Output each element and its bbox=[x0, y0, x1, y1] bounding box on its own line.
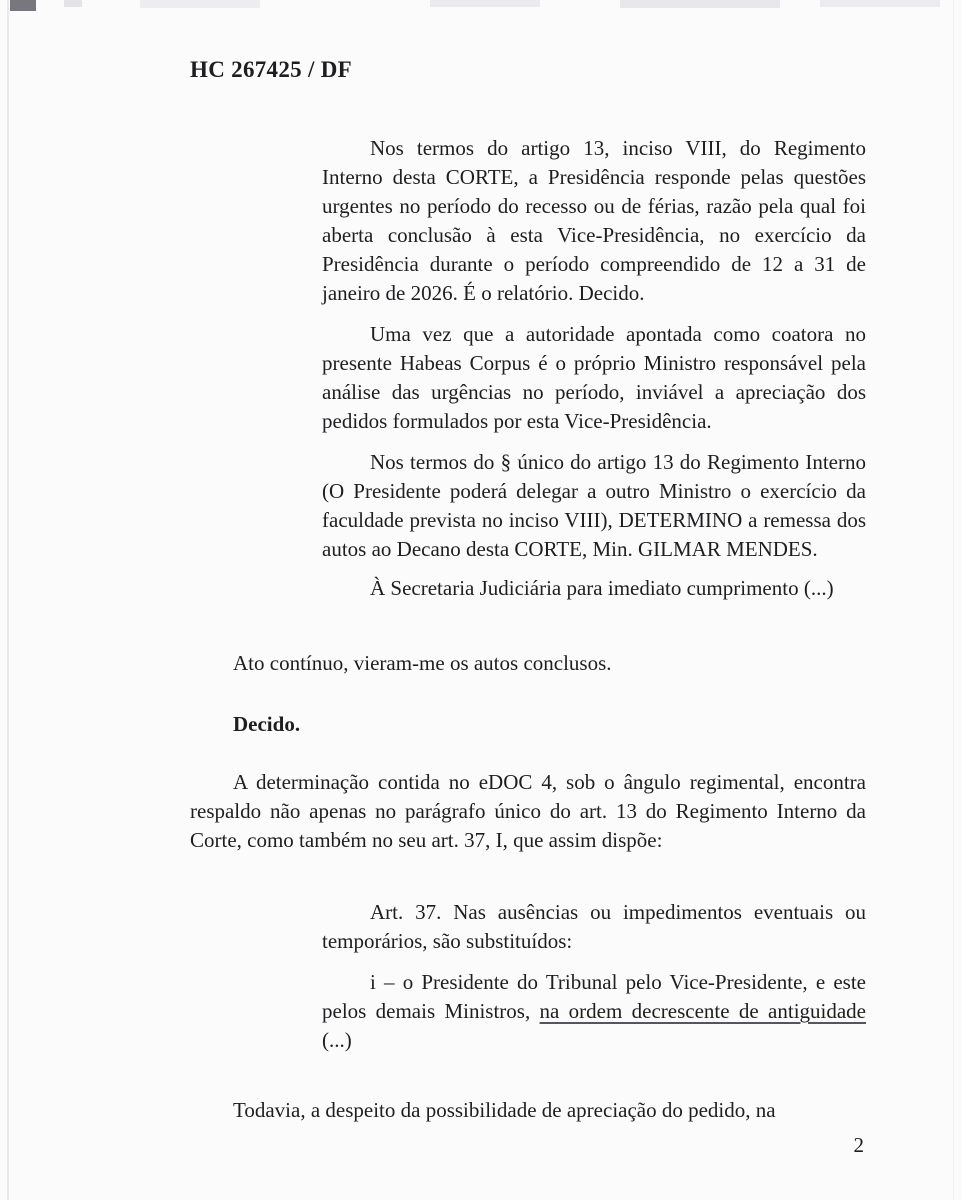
quote-inciso-i-text: i – o Presidente do Tribunal pelo Vice-Presidente, e este pelos demais Ministros, bbox=[322, 970, 866, 1023]
page-number: 2 bbox=[853, 1133, 864, 1157]
quote-paragraph-secretaria-judiciaria: À Secretaria Judiciária para imediato cumprimento (...) bbox=[370, 576, 834, 600]
scan-artifact bbox=[140, 0, 260, 8]
quote-paragraph-autoridade-coatora: Uma vez que a autoridade apontada como coatora no presente Habeas Corpus é o próprio Ministro responsável pela análise das urgências no período, inviável a apreciação dos pedidos formulados por esta Vice-Presidência. bbox=[322, 322, 866, 433]
scan-artifact bbox=[620, 0, 780, 8]
quote-paragraph-art37: Art. 37. Nas ausências ou impedimentos eventuais ou temporários, são substituídos: bbox=[322, 900, 866, 953]
underlined-phrase: na ordem decrescente de antiguidade bbox=[539, 999, 867, 1023]
scan-artifact bbox=[820, 0, 940, 7]
quote-paragraph-inciso-i bbox=[322, 968, 866, 1055]
scan-artifact bbox=[430, 0, 540, 7]
case-header: HC 267425 / DF bbox=[190, 57, 352, 82]
document-body bbox=[190, 56, 866, 1160]
page-right-edge-line bbox=[953, 0, 954, 1200]
quote-paragraph-determino-remessa: Nos termos do § único do artigo 13 do Regimento Interno (O Presidente poderá delegar a outro Ministro o exercício da faculdade prevista no inciso VIII), DETERMINO a remessa dos autos ao Decano desta CORTE, Min. GILMAR MENDES. bbox=[322, 450, 866, 561]
scan-artifact bbox=[10, 0, 36, 11]
quote-inciso-i-ellipsis: (...) bbox=[322, 1028, 352, 1052]
quote-paragraph-regimento-art13: Nos termos do artigo 13, inciso VIII, do Regimento Interno desta CORTE, a Presidência responde pelas questões urgentes no período do recesso ou de férias, razão pela qual foi aberta conclusão à esta Vice-Presidência, no exercício da Presidência durante o período compreendido de 12 a 31 de janeiro de 2026. É o relatório. Decido. bbox=[322, 136, 866, 305]
body-paragraph-determinacao-edoc4: A determinação contida no eDOC 4, sob o ângulo regimental, encontra respaldo não apenas no parágrafo único do art. 13 do Regimento Interno da Corte, como também no seu art. 37, I, que assim dispõe: bbox=[190, 770, 866, 852]
section-heading-decido: Decido. bbox=[233, 712, 301, 736]
scan-artifact bbox=[64, 0, 82, 7]
body-paragraph-ato-continuo: Ato contínuo, vieram-me os autos conclusos. bbox=[233, 651, 612, 675]
page-left-edge-line bbox=[7, 0, 9, 1200]
body-paragraph-todavia: Todavia, a despeito da possibilidade de apreciação do pedido, na bbox=[233, 1098, 776, 1122]
